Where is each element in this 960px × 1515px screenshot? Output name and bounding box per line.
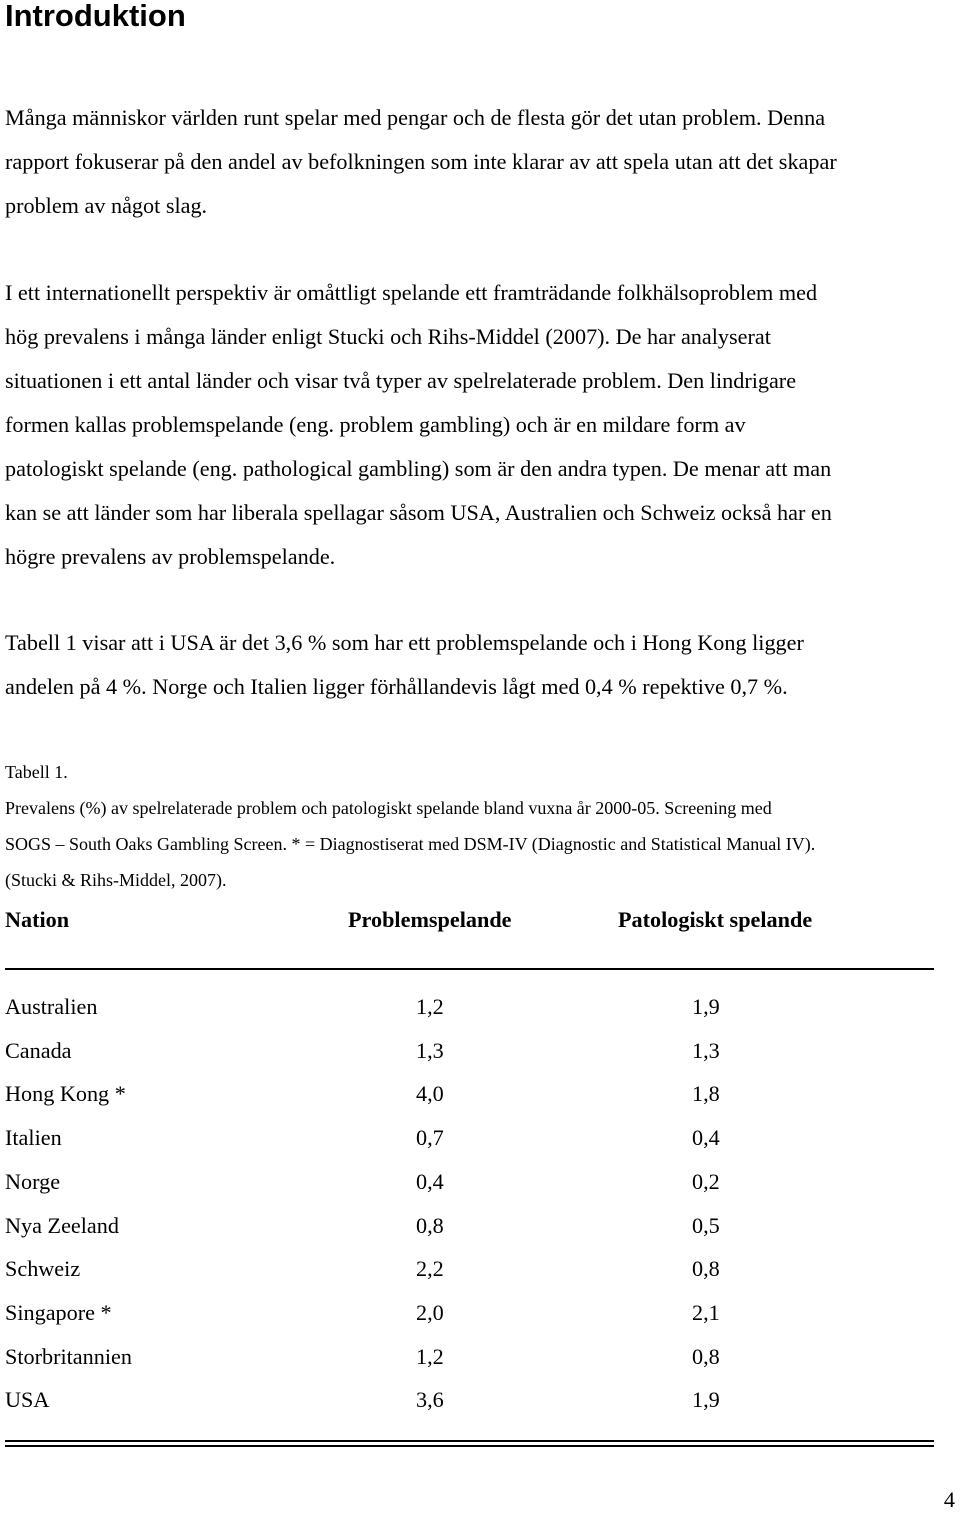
cell-patologiskt: 2,1	[692, 1299, 720, 1325]
paragraph-line: hög prevalens i många länder enligt Stucki och Rihs-Middel (2007). De har analyserat	[5, 324, 771, 349]
table-row	[0, 1160, 960, 1204]
paragraph-line: problem av något slag.	[5, 193, 208, 218]
paragraph-line: patologiskt spelande (eng. pathological gambling) som är den andra typen. De menar att man	[5, 456, 832, 481]
table-row	[0, 1029, 960, 1073]
table-row	[0, 1378, 960, 1422]
table-row	[0, 1291, 960, 1335]
cell-patologiskt: 1,8	[692, 1081, 720, 1107]
table-header-nation: Nation	[5, 907, 70, 932]
page-number: 4	[943, 1487, 955, 1512]
paragraph-table-summary	[5, 621, 960, 709]
paragraph-line: Många människor världen runt spelar med pengar och de flesta gör det utan problem. Denna	[5, 105, 826, 130]
cell-nation: Storbritannien	[5, 1343, 132, 1369]
cell-patologiskt: 0,8	[692, 1343, 720, 1369]
paragraph-line: formen kallas problemspelande (eng. problem gambling) och är en mildare form av	[5, 412, 746, 437]
cell-nation: Italien	[5, 1125, 62, 1151]
paragraph-line: I ett internationellt perspektiv är omåttligt spelande ett framträdande folkhälsoproblem med	[5, 280, 818, 305]
cell-patologiskt: 0,2	[692, 1168, 720, 1194]
paragraph-intro	[5, 96, 960, 228]
cell-problemspelande: 2,2	[416, 1256, 444, 1282]
cell-nation: Schweiz	[5, 1256, 81, 1282]
table-header-rule	[5, 968, 934, 970]
cell-nation: Norge	[5, 1168, 61, 1194]
table-header-problemspelande: Problemspelande	[348, 907, 512, 932]
paragraph-line: kan se att länder som har liberala spellagar såsom USA, Australien och Schweiz också har en	[5, 500, 832, 525]
section-heading: Introduktion	[5, 0, 186, 33]
table-caption-line: SOGS – South Oaks Gambling Screen. * = Diagnostiserat med DSM-IV (Diagnostic and Statistical Manual IV).	[5, 834, 816, 854]
cell-nation: Singapore *	[5, 1299, 112, 1325]
cell-problemspelande: 1,2	[416, 994, 444, 1019]
table-caption-label: Tabell 1.	[5, 762, 68, 782]
paragraph-perspective	[5, 271, 960, 579]
cell-patologiskt: 1,3	[692, 1037, 720, 1063]
table-caption	[5, 754, 815, 898]
paragraph-line: situationen i ett antal länder och visar två typer av spelrelaterade problem. Den lindrigare	[5, 368, 797, 393]
table-bottom-rule	[5, 1440, 934, 1442]
paragraph-line: andelen på 4 %. Norge och Italien ligger förhållandevis lågt med 0,4 % repektive 0,7 %.	[5, 674, 788, 699]
table-header-patologiskt: Patologiskt spelande	[618, 907, 813, 932]
cell-patologiskt: 0,5	[692, 1212, 720, 1238]
table-bottom-rule	[5, 1445, 934, 1447]
cell-problemspelande: 3,6	[416, 1387, 444, 1413]
paragraph-line: högre prevalens av problemspelande.	[5, 544, 336, 569]
cell-nation: USA	[5, 1387, 50, 1413]
cell-problemspelande: 4,0	[416, 1081, 444, 1107]
cell-nation: Canada	[5, 1037, 72, 1063]
cell-problemspelande: 0,7	[416, 1125, 444, 1151]
table-caption-line: Prevalens (%) av spelrelaterade problem och patologiskt spelande bland vuxna år 2000-05. Screening med	[5, 798, 772, 818]
cell-problemspelande: 2,0	[416, 1299, 444, 1325]
cell-problemspelande: 1,3	[416, 1037, 444, 1063]
cell-patologiskt: 0,4	[692, 1125, 720, 1151]
cell-patologiskt: 1,9	[692, 1387, 720, 1413]
cell-nation: Hong Kong *	[5, 1081, 126, 1107]
table-row	[0, 1116, 960, 1160]
paragraph-line: rapport fokuserar på den andel av befolkningen som inte klarar av att spela utan att det skapar	[5, 149, 837, 174]
cell-patologiskt: 0,8	[692, 1256, 720, 1282]
table-row	[0, 1072, 960, 1116]
cell-problemspelande: 1,2	[416, 1343, 444, 1369]
table-row	[0, 1335, 960, 1379]
table-row	[0, 1204, 960, 1248]
table-caption-line: (Stucki & Rihs-Middel, 2007).	[5, 870, 227, 890]
table-row	[0, 985, 960, 1029]
cell-patologiskt: 1,9	[692, 994, 720, 1019]
paragraph-line: Tabell 1 visar att i USA är det 3,6 % som har ett problemspelande och i Hong Kong ligger	[5, 630, 804, 655]
cell-nation: Nya Zeeland	[5, 1212, 119, 1238]
table-row	[0, 1247, 960, 1291]
cell-problemspelande: 0,8	[416, 1212, 444, 1238]
cell-problemspelande: 0,4	[416, 1168, 444, 1194]
cell-nation: Australien	[5, 994, 98, 1019]
